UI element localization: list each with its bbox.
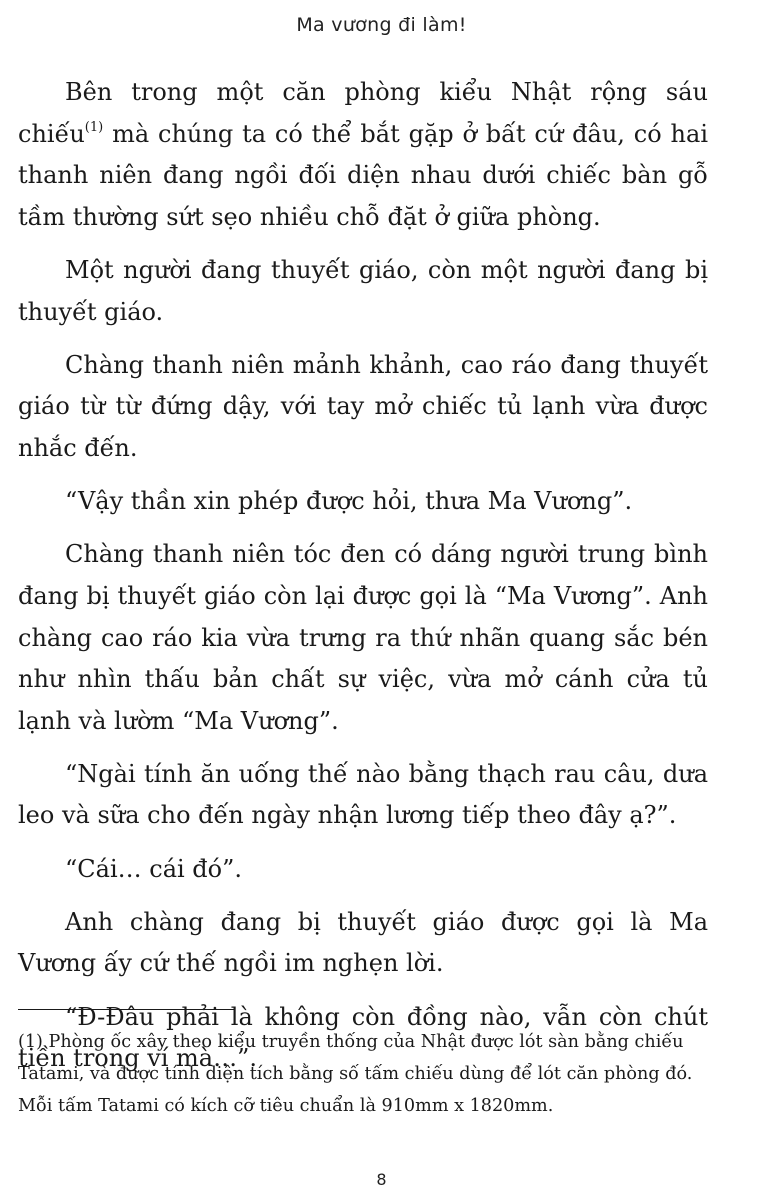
paragraph: “Đ-Đâu phải là không còn đồng nào, vẫn còn chút tiền trong ví mà…”.	[18, 1002, 708, 1073]
paragraph: Chàng thanh niên mảnh khảnh, cao ráo đang thuyết giáo từ từ đứng dậy, với tay mở chiếc tủ lạnh vừa được nhắc đến.	[18, 350, 708, 462]
page-number: 8	[376, 1170, 387, 1189]
running-header: Ma vương đi làm!	[296, 14, 467, 36]
footnote-reference[interactable]: (1)	[84, 119, 104, 135]
paragraph: “Vậy thần xin phép được hỏi, thưa Ma Vương”.	[65, 487, 633, 516]
body-text	[18, 72, 708, 1091]
footnote-divider	[18, 1009, 234, 1010]
paragraph: Chàng thanh niên tóc đen có dáng người trung bình đang bị thuyết giáo còn lại được gọi là “Ma Vương”. Anh chàng cao ráo kia vừa trưng ra thứ nhãn quang sắc bén như nhìn thấu bản chất sự việc, vừa mở cánh cửa tủ lạnh và lườm “Ma Vương”.	[18, 540, 708, 735]
paragraph-text-continued: mà chúng ta có thể bắt gặp ở bất cứ đâu, có hai thanh niên đang ngồi đối diện nhau dưới chiếc bàn gỗ tầm thường sứt sẹo nhiều chỗ đặt ở giữa phòng.	[18, 119, 708, 231]
paragraph: “Ngài tính ăn uống thế nào bằng thạch rau câu, dưa leo và sữa cho đến ngày nhận lương tiếp theo đây ạ?”.	[18, 759, 708, 830]
paragraph: Một người đang thuyết giáo, còn một người đang bị thuyết giáo.	[18, 255, 708, 326]
paragraph: “Cái… cái đó”.	[65, 854, 243, 883]
paragraph: Anh chàng đang bị thuyết giáo được gọi là Ma Vương ấy cứ thế ngồi im nghẹn lời.	[18, 907, 708, 978]
paragraph	[18, 72, 708, 238]
footnote: (1) Phòng ốc xây theo kiểu truyền thống của Nhật được lót sàn bằng chiếu Tatami, và được tính diện tích bằng số tấm chiếu dùng để lót căn phòng đó. Mỗi tấm Tatami có kích cỡ tiêu chuẩn là 910mm x 1820mm.	[18, 1032, 693, 1116]
paragraph-text: Bên trong một căn phòng kiểu Nhật rộng sáu chiếu	[18, 78, 708, 148]
